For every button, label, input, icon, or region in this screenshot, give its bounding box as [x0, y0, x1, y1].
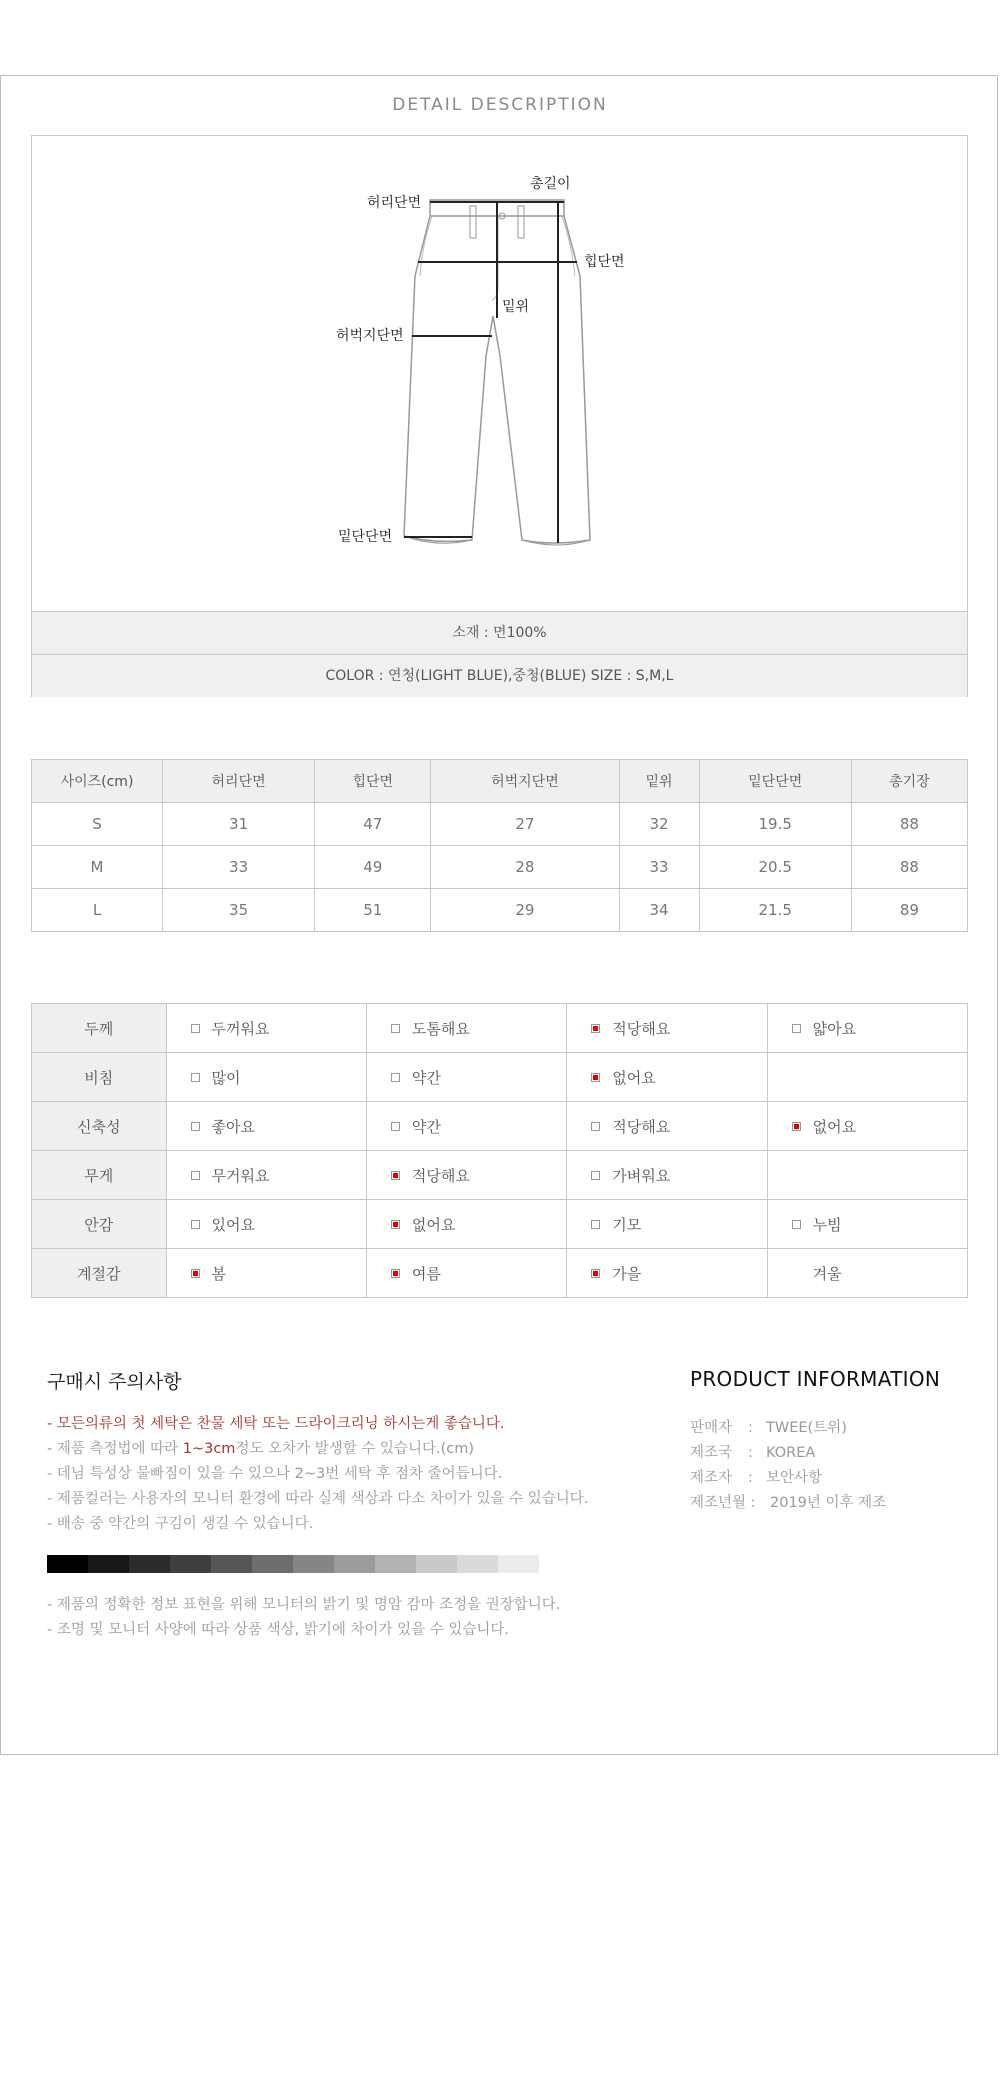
- color-size-row: COLOR : 연청(LIGHT BLUE),중청(BLUE) SIZE : S,M,L: [32, 654, 967, 697]
- feature-option-label: 적당해요: [411, 1166, 470, 1185]
- checkbox-icon: [191, 1171, 200, 1180]
- checkbox-checked-icon: [591, 1073, 600, 1082]
- notice-highlight: 1~3cm: [182, 1441, 236, 1457]
- monitor-notes: [47, 1593, 560, 1643]
- table-row: [32, 846, 968, 889]
- product-info-title: PRODUCT INFORMATION: [690, 1367, 941, 1391]
- color-swatch: [416, 1555, 457, 1573]
- cell: 29: [431, 889, 619, 932]
- color-swatch: [334, 1555, 375, 1573]
- grayscale-swatches: [47, 1555, 539, 1573]
- feature-row: [32, 1151, 968, 1200]
- color-swatch: [211, 1555, 252, 1573]
- info-value: 보안사항: [766, 1470, 823, 1486]
- checkbox-icon: [792, 1220, 801, 1229]
- feature-option-label: 없어요: [411, 1215, 456, 1234]
- notice-text: 정도 오차가 발생할 수 있습니다.(cm): [235, 1441, 474, 1457]
- feature-option-label: 있어요: [211, 1215, 255, 1234]
- notice-title: 구매시 주의사항: [47, 1371, 182, 1393]
- label-thigh: 허벅지단면: [336, 328, 404, 344]
- label-total-length: 총길이: [530, 176, 571, 192]
- cell: 35: [163, 889, 315, 932]
- label-hem: 밑단단면: [338, 529, 393, 545]
- checkbox-checked-icon: [391, 1220, 400, 1229]
- checkbox-icon: [191, 1122, 200, 1131]
- label-hip: 힙단면: [584, 254, 625, 270]
- color-swatch: [88, 1555, 129, 1573]
- feature-option: [166, 1200, 366, 1249]
- feature-option-label: 봄: [211, 1264, 227, 1283]
- feature-option-label: 기모: [612, 1215, 642, 1234]
- product-info-row: [690, 1491, 886, 1516]
- cell: 31: [163, 803, 315, 846]
- feature-option: [567, 1249, 767, 1298]
- color-swatch: [170, 1555, 211, 1573]
- feature-option-label: 무거워요: [211, 1166, 270, 1185]
- feature-option-label: 겨울: [812, 1264, 842, 1283]
- feature-option: [166, 1102, 366, 1151]
- feature-option: [366, 1053, 566, 1102]
- checkbox-icon: [391, 1073, 400, 1082]
- col-rise: 밑위: [619, 760, 699, 803]
- feature-row: [32, 1200, 968, 1249]
- cell: 20.5: [699, 846, 851, 889]
- color-swatch: [47, 1555, 88, 1573]
- feature-option: [366, 1102, 566, 1151]
- cell: 88: [851, 803, 967, 846]
- cell: 32: [619, 803, 699, 846]
- feature-option: [767, 1004, 967, 1053]
- feature-name: 계절감: [32, 1249, 167, 1298]
- product-info-list: [690, 1416, 886, 1516]
- feature-option: [567, 1200, 767, 1249]
- cell: 51: [315, 889, 431, 932]
- notice-list: [47, 1412, 588, 1537]
- detail-title: DETAIL DESCRIPTION: [392, 95, 608, 115]
- checkbox-icon: [591, 1171, 600, 1180]
- feature-name: 무게: [32, 1151, 167, 1200]
- cell: 88: [851, 846, 967, 889]
- notice-line: - 제품의 정확한 정보 표현을 위해 모니터의 밝기 및 명암 감마 조정을 권장합니다.: [47, 1597, 561, 1613]
- cell: 28: [431, 846, 619, 889]
- feature-option: [767, 1200, 967, 1249]
- feature-option-label: 여름: [411, 1264, 441, 1283]
- feature-option-label: 가벼워요: [612, 1166, 671, 1185]
- feature-option-label: 적당해요: [612, 1019, 671, 1038]
- feature-name: 비침: [32, 1053, 167, 1102]
- notice-line: [47, 1437, 588, 1462]
- table-row: [32, 803, 968, 846]
- info-value: TWEE(트위): [766, 1420, 847, 1436]
- material-row: 소재 : 면100%: [32, 611, 967, 654]
- cell: 33: [619, 846, 699, 889]
- feature-option-label: 얇아요: [812, 1019, 857, 1038]
- notice-line: - 제품컬러는 사용자의 모니터 환경에 따라 실제 색상과 다소 차이가 있을 수 있습니다.: [47, 1491, 589, 1507]
- table-row: [32, 889, 968, 932]
- cell: 34: [619, 889, 699, 932]
- color-swatch: [252, 1555, 293, 1573]
- cell: S: [32, 803, 163, 846]
- feature-option: [567, 1004, 767, 1053]
- feature-option-label: 약간: [411, 1068, 441, 1087]
- pants-diagram-icon: [32, 136, 967, 611]
- feature-option-label: 좋아요: [211, 1117, 255, 1136]
- feature-option-label: 많이: [211, 1068, 241, 1087]
- feature-option: [567, 1102, 767, 1151]
- product-info-row: [690, 1466, 886, 1491]
- feature-option-label: 적당해요: [612, 1117, 671, 1136]
- col-total: 총기장: [851, 760, 967, 803]
- product-info-row: [690, 1441, 886, 1466]
- feature-option-label: 없어요: [612, 1068, 656, 1087]
- cell: L: [32, 889, 163, 932]
- notice-line: - 모든의류의 첫 세탁은 찬물 세탁 또는 드라이크리닝 하시는게 좋습니다.: [47, 1416, 505, 1432]
- pants-diagram-box: [31, 135, 968, 697]
- cell: 33: [163, 846, 315, 889]
- color-swatch: [293, 1555, 334, 1573]
- cell: 19.5: [699, 803, 851, 846]
- feature-option: [567, 1053, 767, 1102]
- cell: 89: [851, 889, 967, 932]
- notice-text: - 제품 측정법에 따라: [47, 1441, 183, 1457]
- checkbox-checked-icon: [591, 1024, 600, 1033]
- feature-name: 두께: [32, 1004, 167, 1053]
- feature-option: [166, 1053, 366, 1102]
- label-rise: 밑위: [502, 299, 530, 315]
- feature-option-label: 가을: [612, 1264, 642, 1283]
- cell: 21.5: [699, 889, 851, 932]
- checkbox-icon: [792, 1024, 801, 1033]
- checkbox-icon: [191, 1024, 200, 1033]
- info-colon: :: [748, 1445, 753, 1461]
- feature-option: [366, 1249, 566, 1298]
- feature-row: [32, 1249, 968, 1298]
- feature-option: [366, 1200, 566, 1249]
- feature-row: [32, 1102, 968, 1151]
- notice-line: - 조명 및 모니터 사양에 따라 상품 색상, 밝기에 차이가 있을 수 있습니다.: [47, 1622, 509, 1638]
- cell: 47: [315, 803, 431, 846]
- checkbox-checked-icon: [191, 1269, 200, 1278]
- feature-row: [32, 1053, 968, 1102]
- checkbox-icon: [391, 1122, 400, 1131]
- checkbox-icon: [191, 1220, 200, 1229]
- feature-option: [567, 1151, 767, 1200]
- feature-name: 안감: [32, 1200, 167, 1249]
- feature-option: [767, 1249, 967, 1298]
- feature-option-label: 약간: [411, 1117, 441, 1136]
- info-value: 2019년 이후 제조: [770, 1495, 887, 1511]
- info-key: 제조년월 :: [690, 1495, 756, 1511]
- color-swatch: [498, 1555, 539, 1573]
- notice-line: - 배송 중 약간의 구김이 생길 수 있습니다.: [47, 1516, 314, 1532]
- feature-option-label: 없어요: [812, 1117, 857, 1136]
- col-thigh: 허벅지단면: [431, 760, 619, 803]
- col-waist: 허리단면: [163, 760, 315, 803]
- color-swatch: [375, 1555, 416, 1573]
- checkbox-icon: [191, 1073, 200, 1082]
- feature-row: [32, 1004, 968, 1053]
- checkbox-icon: [591, 1122, 600, 1131]
- size-table-header: [32, 760, 968, 803]
- checkbox-checked-icon: [391, 1269, 400, 1278]
- info-colon: :: [748, 1470, 753, 1486]
- feature-option: [366, 1151, 566, 1200]
- feature-option-label: 두꺼워요: [211, 1019, 270, 1038]
- feature-option-label: 누빔: [812, 1215, 842, 1234]
- feature-option: [767, 1102, 967, 1151]
- feature-option: [366, 1004, 566, 1053]
- checkbox-checked-icon: [391, 1171, 400, 1180]
- feature-option: [166, 1151, 366, 1200]
- col-size: 사이즈(cm): [32, 760, 163, 803]
- cell: 49: [315, 846, 431, 889]
- info-key: 판매자: [690, 1420, 733, 1436]
- size-table: [31, 759, 968, 932]
- feature-option: [166, 1249, 366, 1298]
- col-hip: 힙단면: [315, 760, 431, 803]
- checkbox-icon: [391, 1024, 400, 1033]
- feature-option: [767, 1151, 967, 1200]
- notice-line: - 데님 특성상 물빠짐이 있을 수 있으나 2~3번 세탁 후 점차 줄어듭니다.: [47, 1466, 503, 1482]
- product-info-row: [690, 1416, 886, 1441]
- feature-option: [767, 1053, 967, 1102]
- feature-option-label: 도톰해요: [411, 1019, 470, 1038]
- color-swatch: [129, 1555, 170, 1573]
- col-hem: 밑단단면: [699, 760, 851, 803]
- checkbox-icon: [591, 1220, 600, 1229]
- feature-name: 신축성: [32, 1102, 167, 1151]
- checkbox-checked-icon: [591, 1269, 600, 1278]
- feature-option: [166, 1004, 366, 1053]
- cell: M: [32, 846, 163, 889]
- info-key: 제조자: [690, 1470, 733, 1486]
- info-colon: :: [748, 1420, 753, 1436]
- info-key: 제조국: [690, 1445, 733, 1461]
- feature-table: [31, 1003, 968, 1298]
- label-waist: 허리단면: [367, 195, 422, 211]
- checkbox-checked-icon: [792, 1122, 801, 1131]
- cell: 27: [431, 803, 619, 846]
- color-swatch: [457, 1555, 498, 1573]
- info-value: KOREA: [766, 1445, 816, 1461]
